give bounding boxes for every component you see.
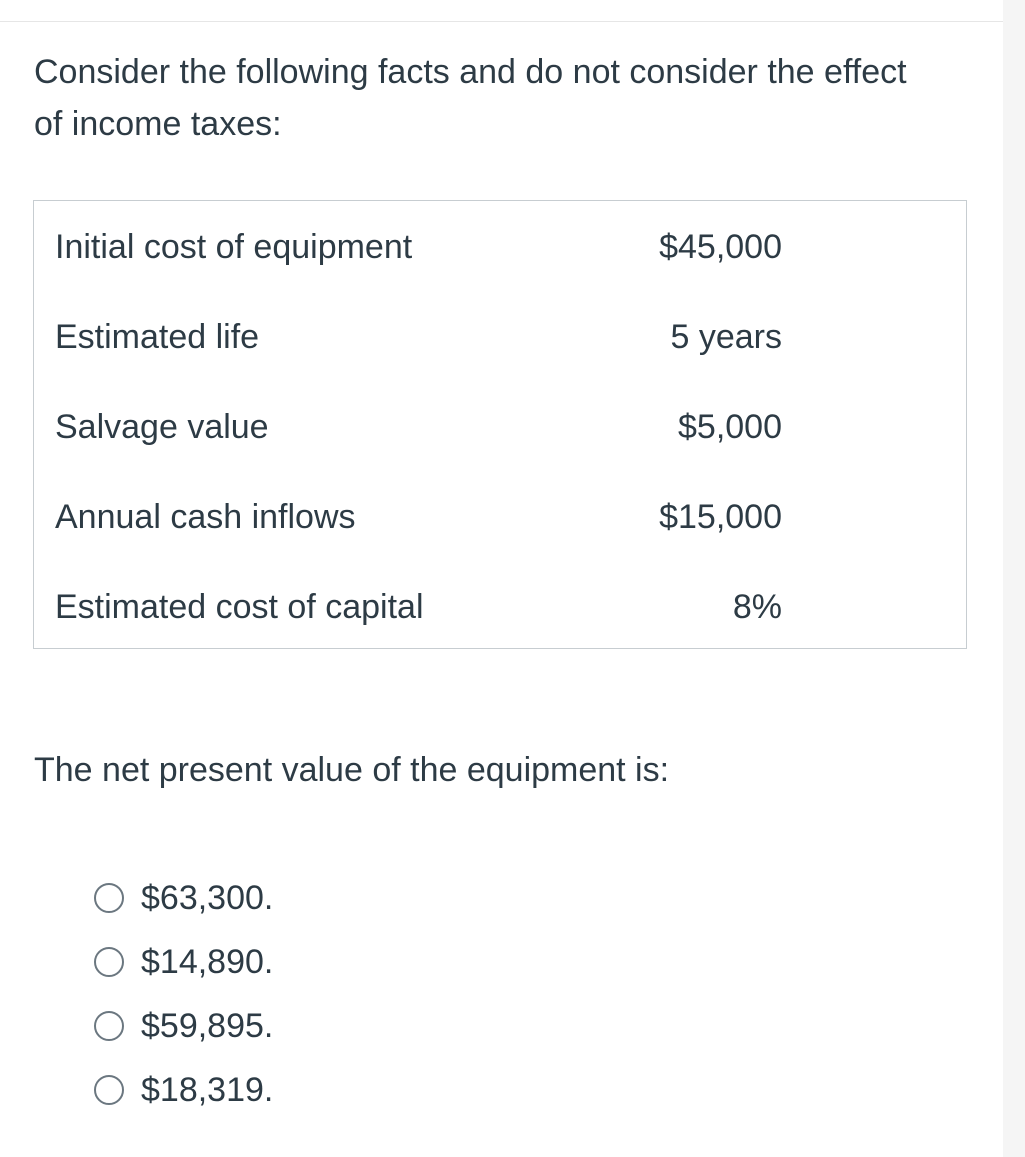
radio-button[interactable]	[94, 1075, 124, 1105]
fact-label: Initial cost of equipment	[55, 228, 413, 266]
answer-option[interactable]	[94, 866, 273, 930]
radio-button[interactable]	[94, 883, 124, 913]
fact-value: 8%	[732, 588, 782, 626]
fact-row	[34, 217, 966, 277]
fact-label: Estimated life	[55, 318, 260, 356]
fact-value: 5 years	[670, 318, 782, 356]
answer-option[interactable]	[94, 994, 273, 1058]
answer-option-label: $63,300.	[141, 878, 274, 917]
radio-button[interactable]	[94, 947, 124, 977]
answer-option-label: $18,319.	[141, 1070, 274, 1109]
fact-label: Estimated cost of capital	[55, 588, 424, 626]
fact-row	[34, 577, 966, 637]
scrollbar-track[interactable]	[1003, 0, 1025, 1157]
answer-option[interactable]	[94, 930, 273, 994]
fact-row	[34, 307, 966, 367]
fact-row	[34, 487, 966, 547]
answer-option[interactable]	[94, 1058, 273, 1122]
fact-row	[34, 397, 966, 457]
fact-value: $15,000	[659, 498, 782, 536]
facts-table	[33, 200, 967, 649]
divider	[0, 21, 1003, 22]
answer-option-label: $59,895.	[141, 1006, 274, 1045]
fact-label: Annual cash inflows	[55, 498, 356, 536]
fact-label: Salvage value	[55, 408, 269, 446]
radio-button[interactable]	[94, 1011, 124, 1041]
answer-option-label: $14,890.	[141, 942, 274, 981]
fact-value: $45,000	[659, 228, 782, 266]
question-prompt: The net present value of the equipment is:	[34, 751, 670, 789]
fact-value: $5,000	[678, 408, 782, 446]
answer-options	[94, 866, 273, 1122]
question-intro: Consider the following facts and do not consider the effect of income taxes:	[34, 53, 907, 143]
